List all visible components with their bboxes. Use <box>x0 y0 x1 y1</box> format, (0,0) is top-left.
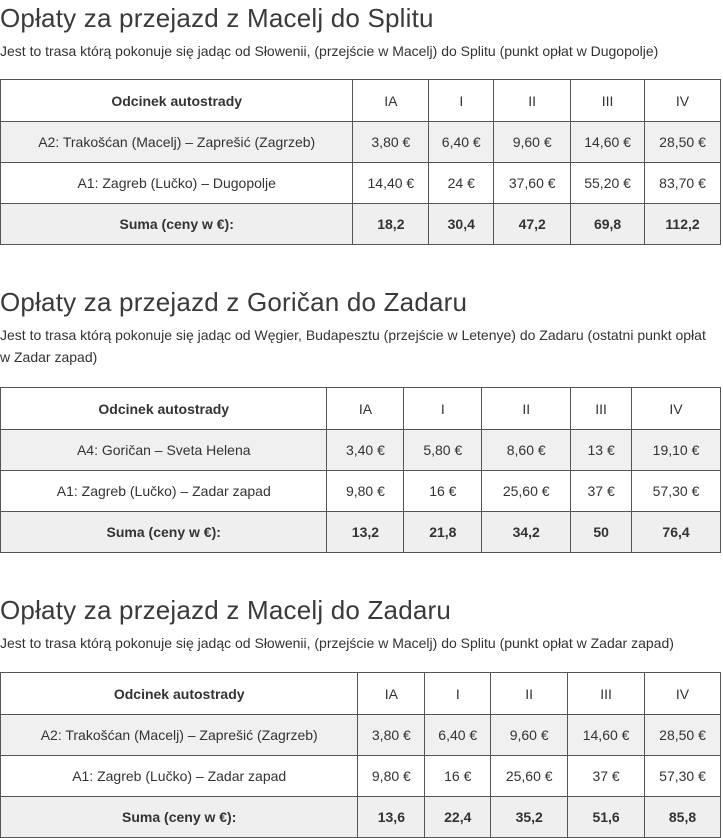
section-description: Jest to trasa którą pokonuje się jadąc od Słowenii, (przejście w Macelj) do Splitu (punkt opłat w Dugopolje) <box>0 43 659 59</box>
cell-section: A2: Trakošćan (Macelj) – Zaprešić (Zagrzeb) <box>1 715 358 756</box>
table-row <box>1 430 721 471</box>
cell-i: 6,40 € <box>429 122 494 163</box>
section-description: Jest to trasa którą pokonuje się jadąc od Węgier, Budapesztu (przejście w Letenye) do Zadaru (ostatni punkt opłat w Zadar zapad) <box>0 327 706 365</box>
header-iv: IV <box>632 388 721 430</box>
cell-ii: 9,60 € <box>491 715 568 756</box>
table-row <box>1 122 721 163</box>
header-section: Odcinek autostrady <box>1 673 358 715</box>
table-row <box>1 163 721 204</box>
cell-iii: 13 € <box>571 430 632 471</box>
cell-iii: 37 € <box>568 756 645 797</box>
header-i: I <box>429 80 494 122</box>
cell-ia: 3,80 € <box>353 122 429 163</box>
section-gorican-zadar <box>0 286 723 368</box>
sum-ii: 47,2 <box>494 204 571 245</box>
header-ia: IA <box>358 673 425 715</box>
sum-iv: 112,2 <box>645 204 721 245</box>
cell-section: A4: Goričan – Sveta Helena <box>1 430 327 471</box>
cell-ia: 9,80 € <box>327 471 404 512</box>
cell-ia: 3,80 € <box>358 715 425 756</box>
cell-i: 16 € <box>425 756 491 797</box>
sum-ia: 13,6 <box>358 797 425 838</box>
table-header-row <box>1 80 721 122</box>
sum-iii: 69,8 <box>571 204 645 245</box>
cell-ii: 8,60 € <box>482 430 571 471</box>
section-title: Opłaty za przejazd z Macelj do Zadaru <box>0 595 452 625</box>
header-section: Odcinek autostrady <box>1 388 327 430</box>
cell-ii: 25,60 € <box>491 756 568 797</box>
sum-i: 30,4 <box>429 204 494 245</box>
cell-ia: 3,40 € <box>327 430 404 471</box>
table-row <box>1 471 721 512</box>
cell-ii: 37,60 € <box>494 163 571 204</box>
sum-iii: 51,6 <box>568 797 645 838</box>
cell-iii: 14,60 € <box>571 122 645 163</box>
table-sum-row <box>1 512 721 553</box>
cell-i: 5,80 € <box>404 430 482 471</box>
toll-table-macelj-zadar <box>0 672 721 838</box>
header-ia: IA <box>353 80 429 122</box>
cell-iii: 37 € <box>571 471 632 512</box>
cell-ii: 9,60 € <box>494 122 571 163</box>
header-iii: III <box>571 80 645 122</box>
sum-ia: 13,2 <box>327 512 404 553</box>
table-sum-row <box>1 797 721 838</box>
sum-i: 22,4 <box>425 797 491 838</box>
cell-iv: 28,50 € <box>645 122 721 163</box>
header-ia: IA <box>327 388 404 430</box>
header-iv: IV <box>645 80 721 122</box>
section-title: Opłaty za przejazd z Macelj do Splitu <box>0 3 434 33</box>
sum-ia: 18,2 <box>353 204 429 245</box>
cell-ia: 14,40 € <box>353 163 429 204</box>
sum-iii: 50 <box>571 512 632 553</box>
table-row <box>1 756 721 797</box>
cell-i: 16 € <box>404 471 482 512</box>
toll-table-gorican-zadar <box>0 387 721 553</box>
section-description: Jest to trasa którą pokonuje się jadąc od Słowenii, (przejście w Macelj) do Splitu (punkt opłat w Zadar zapad) <box>0 635 674 651</box>
header-section: Odcinek autostrady <box>1 80 353 122</box>
sum-i: 21,8 <box>404 512 482 553</box>
sum-ii: 35,2 <box>491 797 568 838</box>
sum-ii: 34,2 <box>482 512 571 553</box>
sum-label: Suma (ceny w €): <box>1 512 327 553</box>
header-ii: II <box>482 388 571 430</box>
cell-iv: 57,30 € <box>645 756 721 797</box>
cell-ia: 9,80 € <box>358 756 425 797</box>
cell-iv: 28,50 € <box>645 715 721 756</box>
cell-section: A1: Zagreb (Lučko) – Zadar zapad <box>1 756 358 797</box>
cell-section: A2: Trakošćan (Macelj) – Zaprešić (Zagrzeb) <box>1 122 353 163</box>
header-iii: III <box>571 388 632 430</box>
header-ii: II <box>494 80 571 122</box>
sum-iv: 76,4 <box>632 512 721 553</box>
cell-ii: 25,60 € <box>482 471 571 512</box>
sum-label: Suma (ceny w €): <box>1 797 358 838</box>
cell-iv: 83,70 € <box>645 163 721 204</box>
header-iv: IV <box>645 673 721 715</box>
table-header-row <box>1 673 721 715</box>
cell-iii: 55,20 € <box>571 163 645 204</box>
cell-i: 24 € <box>429 163 494 204</box>
cell-i: 6,40 € <box>425 715 491 756</box>
cell-iii: 14,60 € <box>568 715 645 756</box>
section-macelj-split <box>0 2 723 62</box>
cell-iv: 57,30 € <box>632 471 721 512</box>
header-iii: III <box>568 673 645 715</box>
sum-label: Suma (ceny w €): <box>1 204 353 245</box>
table-row <box>1 715 721 756</box>
header-i: I <box>404 388 482 430</box>
cell-iv: 19,10 € <box>632 430 721 471</box>
section-title: Opłaty za przejazd z Goričan do Zadaru <box>0 287 468 317</box>
header-i: I <box>425 673 491 715</box>
table-sum-row <box>1 204 721 245</box>
toll-table-macelj-split <box>0 79 721 245</box>
sum-iv: 85,8 <box>645 797 721 838</box>
header-ii: II <box>491 673 568 715</box>
cell-section: A1: Zagreb (Lučko) – Zadar zapad <box>1 471 327 512</box>
section-macelj-zadar <box>0 594 723 654</box>
table-header-row <box>1 388 721 430</box>
cell-section: A1: Zagreb (Lučko) – Dugopolje <box>1 163 353 204</box>
